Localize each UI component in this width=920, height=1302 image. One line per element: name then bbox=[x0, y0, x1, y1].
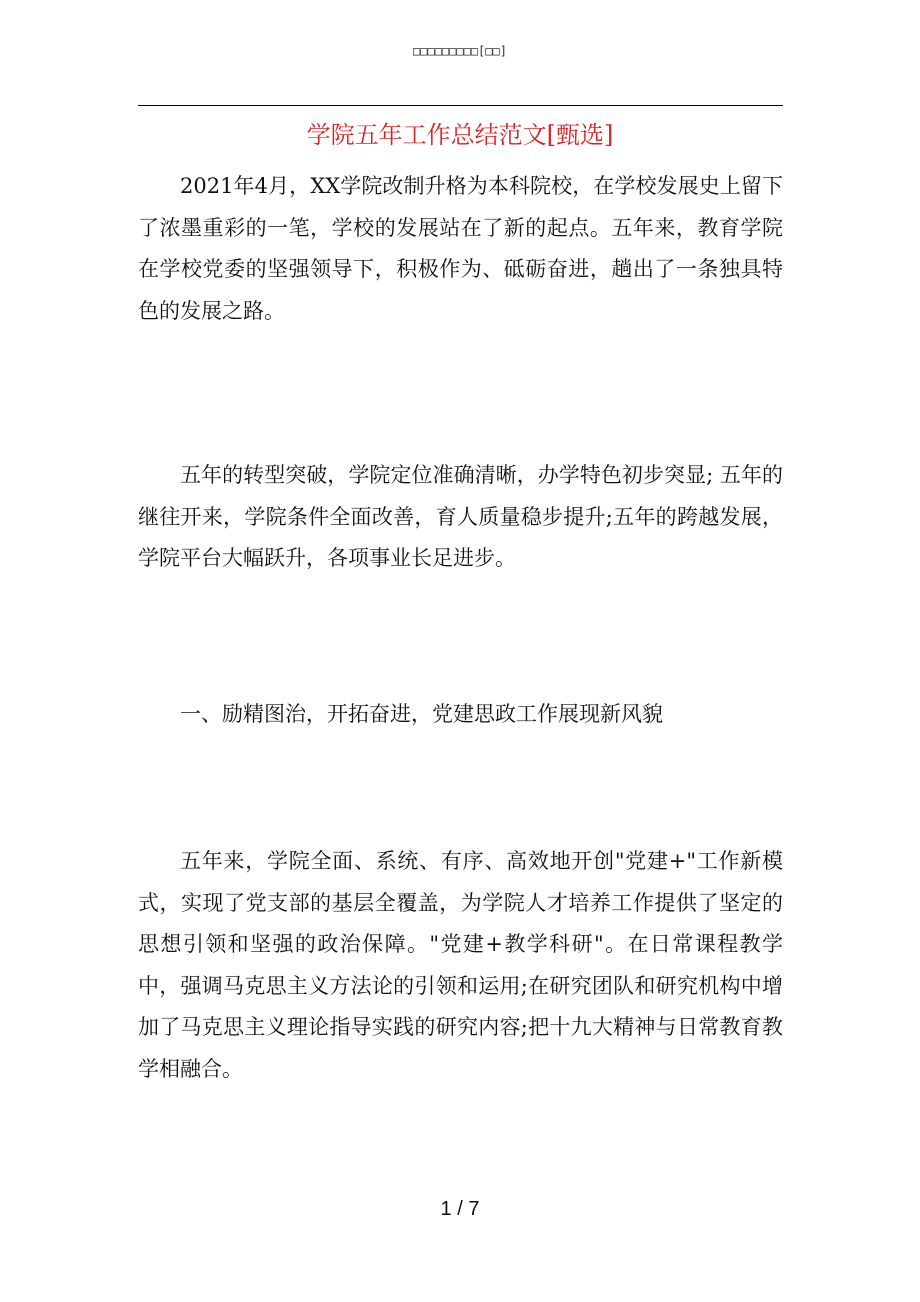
paragraph-intro: 2021年4月，XX学院改制升格为本科院校，在学校发展史上留下了浓墨重彩的一笔，学校的发展站在了新的起点。五年来，教育学院在学校党委的坚强领导下，积极作为、砥砺奋进，趟出了一条独具特色的发展之路。 bbox=[138, 174, 783, 323]
paragraph-summary: 五年的转型突破，学院定位准确清晰，办学特色初步突显; 五年的继往开来，学院条件全面改善，育人质量稳步提升;五年的跨越发展，学院平台大幅跃升，各项事业长足进步。 bbox=[138, 463, 783, 570]
page-number: 1 / 7 bbox=[440, 1198, 480, 1220]
paragraph-party-building: 五年来，学院全面、系统、有序、高效地开创"党建+"工作新模式，实现了党支部的基层全覆盖，为学院人才培养工作提供了坚定的思想引领和坚强的政治保障。"党建+教学科研"。在日常课程教学中，强调马克思主义方法论的引领和运用;在研究团队和研究机构中增加了马克思主义理论指导实践的研究内容;把十九大精神与日常教育教学相融合。 bbox=[138, 849, 783, 1081]
section-heading-1: 一、励精图治，开拓奋进，党建思政工作展现新风貌 bbox=[180, 702, 663, 726]
document-title: 学院五年工作总结范文[甄选] bbox=[306, 121, 614, 149]
header-divider bbox=[138, 105, 783, 106]
running-header: □□□□□□□□□[□□] bbox=[413, 44, 507, 58]
